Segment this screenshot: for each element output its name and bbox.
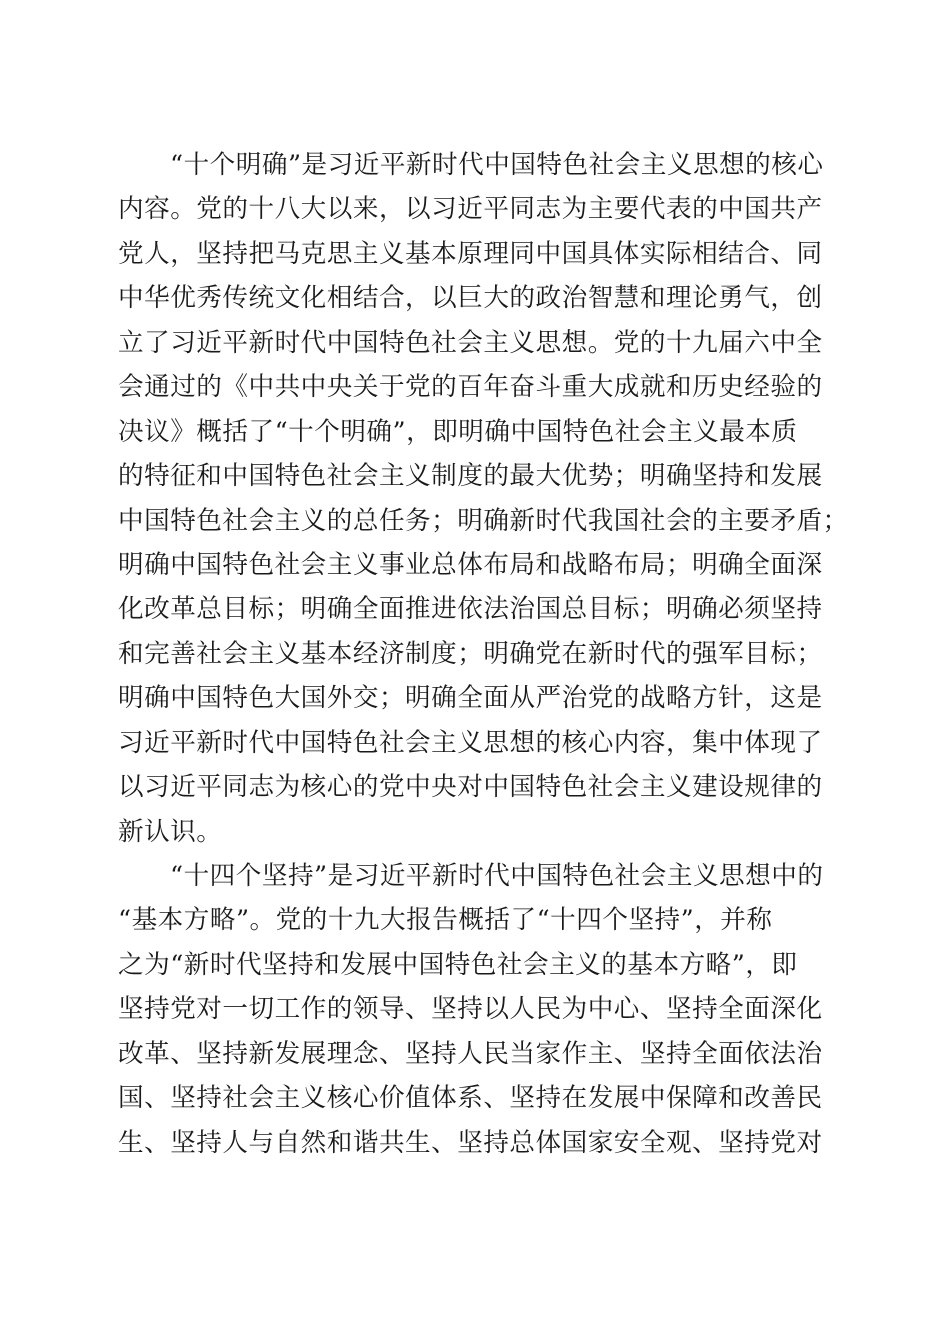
paragraph-1-line-5: 立了习近平新时代中国特色社会主义思想。党的十九届六中全 (118, 327, 823, 358)
paragraph-1-line-6: 会通过的《中共中央关于党的百年奋斗重大成就和历史经验的 (118, 372, 823, 403)
paragraph-1-line-11: 化改革总目标；明确全面推进依法治国总目标；明确必须坚持 (118, 594, 823, 625)
paragraph-2-line-5: 改革、坚持新发展理念、坚持人民当家作主、坚持全面依法治 (118, 1038, 823, 1069)
paragraph-1-line-15: 以习近平同志为核心的党中央对中国特色社会主义建设规律的 (118, 772, 823, 803)
paragraph-1-line-9: 中国特色社会主义的总任务；明确新时代我国社会的主要矛盾； (118, 505, 849, 536)
paragraph-1-line-12: 和完善社会主义基本经济制度；明确党在新时代的强军目标； (118, 638, 823, 669)
paragraph-2-line-2: “基本方略”。党的十九大报告概括了“十四个坚持”，并称 (118, 905, 773, 936)
paragraph-1-line-8: 的特征和中国特色社会主义制度的最大优势；明确坚持和发展 (118, 461, 823, 492)
paragraph-2-line-7: 生、坚持人与自然和谐共生、坚持总体国家安全观、坚持党对 (118, 1127, 823, 1158)
paragraph-2-line-6: 国、坚持社会主义核心价值体系、坚持在发展中保障和改善民 (118, 1083, 823, 1114)
paragraph-2-line-4: 坚持党对一切工作的领导、坚持以人民为中心、坚持全面深化 (118, 994, 823, 1025)
paragraph-2-line-3: 之为“新时代坚持和发展中国特色社会主义的基本方略”，即 (118, 949, 798, 980)
paragraph-1-line-7: 决议》概括了“十个明确”，即明确中国特色社会主义最本质 (118, 416, 798, 447)
paragraph-1-line-1: “十个明确”是习近平新时代中国特色社会主义思想的核心 (170, 150, 824, 180)
paragraph-1-line-14: 习近平新时代中国特色社会主义思想的核心内容，集中体现了 (118, 727, 823, 758)
document-body (118, 143, 849, 1165)
paragraph-2-line-1: “十四个坚持”是习近平新时代中国特色社会主义思想中的 (170, 861, 824, 891)
paragraph-1-line-4: 中华优秀传统文化相结合，以巨大的政治智慧和理论勇气，创 (118, 283, 823, 314)
paragraph-1-line-3: 党人，坚持把马克思主义基本原理同中国具体实际相结合、同 (118, 238, 823, 269)
paragraph-1-line-13: 明确中国特色大国外交；明确全面从严治党的战略方针，这是 (118, 683, 823, 714)
paragraph-1-line-16: 新认识。 (118, 816, 223, 847)
paragraph-1-line-10: 明确中国特色社会主义事业总体布局和战略布局；明确全面深 (118, 549, 823, 580)
paragraph-1-line-2: 内容。党的十八大以来，以习近平同志为主要代表的中国共产 (118, 194, 823, 225)
